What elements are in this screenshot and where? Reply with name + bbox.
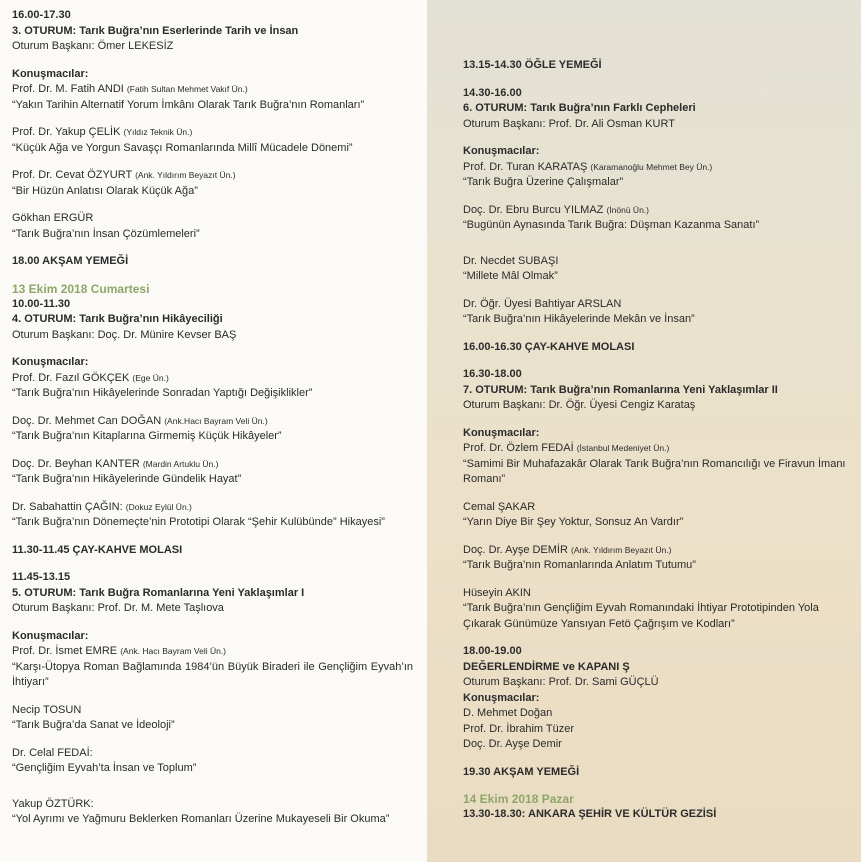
- speakers-label: Konuşmacılar:: [463, 145, 540, 157]
- break-label: 16.00-16.30 ÇAY-KAHVE MOLASI: [463, 340, 635, 353]
- session-title: 7. OTURUM: Tarık Buğra’nın Romanlarına Yeni Yaklaşımlar II: [463, 383, 778, 396]
- talk-title: “Bir Hüzün Anlatısı Olarak Küçük Ağa”: [12, 184, 198, 197]
- dinner-item: [463, 765, 851, 781]
- session-title: 3. OTURUM: Tarık Buğra’nın Eserlerinde Tarih ve İnsan: [12, 24, 299, 37]
- session-chair: Oturum Başkanı: Prof. Dr. Ali Osman KURT: [463, 117, 675, 130]
- talk-title: “Tarık Buğra’da Sanat ve İdeoloji”: [12, 719, 175, 731]
- speaker-name: Prof. Dr. Turan KARATAŞ (Karamanoğlu Mehmet Bey Ün.): [463, 160, 713, 173]
- speaker-group: [12, 67, 413, 114]
- speaker-group: [12, 629, 413, 691]
- speaker-name: Doç. Dr. Ayşe DEMİR (Ank. Yıldırım Beyazıt Ün.): [463, 543, 672, 556]
- speaker-name: Prof. Dr. İsmet EMRE (Ank. Hacı Bayram Veli Ün.): [12, 645, 227, 657]
- speaker-name: Doç. Dr. Beyhan KANTER (Mardin Artuklu Ün.): [12, 457, 219, 470]
- speaker-group: [12, 355, 413, 402]
- break-item: [12, 543, 413, 559]
- session-6: [463, 86, 851, 133]
- session-time: 16.30-18.00: [463, 368, 522, 380]
- session-time: 10.00-11.30: [12, 297, 71, 310]
- speakers-label: Konuşmacılar:: [463, 426, 540, 439]
- talk-title: “Yakın Tarihin Alternatif Yorum İmkânı Olarak Tarık Buğra’nın Romanları”: [12, 98, 365, 111]
- lunch-label: 13.15-14.30 ÖĞLE YEMEĞİ: [463, 59, 602, 71]
- program-left-column: [0, 0, 427, 862]
- session-title: 6. OTURUM: Tarık Buğra’nın Farklı Cepheleri: [463, 102, 696, 114]
- session-title: DEĞERLENDİRME ve KAPANI Ş: [463, 660, 630, 673]
- session-4: [12, 297, 413, 344]
- speaker-name: Prof. Dr. M. Fatih ANDI (Fatih Sultan Mehmet Vakıf Ün.): [12, 83, 248, 95]
- talk-title: “Tarık Buğra Üzerine Çalışmalar”: [463, 176, 624, 188]
- tour-item: 13.30-18.30: ANKARA ŞEHİR VE KÜLTÜR GEZİSİ: [463, 808, 717, 820]
- talk-title: “Samimi Bir Muhafazakâr Olarak Tarık Buğra’nın Romancılığı ve Firavun İmanı Romanı”: [463, 457, 846, 485]
- lunch-item: [463, 58, 851, 74]
- session-5: [12, 570, 413, 617]
- session-chair: Oturum Başkanı: Doç. Dr. Münire Kevser BAŞ: [12, 328, 237, 341]
- talk-title: “Küçük Ağa ve Yorgun Savaşçı Romanlarında Millî Mücadele Dönemi”: [12, 141, 353, 154]
- speaker-group: [463, 203, 851, 234]
- speaker-name: Prof. Dr. İbrahim Tüzer: [463, 722, 575, 735]
- speaker-name: D. Mehmet Doğan: [463, 707, 553, 719]
- speaker-group: [463, 297, 851, 328]
- day-heading: 14 Ekim 2018 Pazar: [463, 792, 574, 806]
- talk-title: “Gençliğim Eyvah’ta İnsan ve Toplum”: [12, 762, 197, 774]
- speaker-group: [463, 426, 851, 488]
- session-title: 5. OTURUM: Tarık Buğra Romanlarına Yeni Yaklaşımlar I: [12, 586, 305, 599]
- speaker-group: [463, 586, 851, 633]
- speaker-group: [12, 746, 413, 777]
- speaker-name: Prof. Dr. Fazıl GÖKÇEK (Ege Ün.): [12, 371, 169, 384]
- talk-title: “Tarık Buğra’nın Hikâyelerinde Sonradan Yaptığı Değişiklikler”: [12, 387, 313, 399]
- talk-title: “Bugünün Aynasında Tarık Buğra: Düşman Kazanma Sanatı”: [463, 219, 760, 231]
- speaker-name: Cemal ŞAKAR: [463, 500, 536, 513]
- session-chair: Oturum Başkanı: Ömer LEKESİZ: [12, 40, 174, 52]
- session-chair: Oturum Başkanı: Dr. Öğr. Üyesi Cengiz Karataş: [463, 399, 696, 411]
- speaker-group: [12, 457, 413, 488]
- speakers-label: Konuşmacılar:: [12, 356, 89, 368]
- speaker-name: Necip TOSUN: [12, 703, 82, 716]
- dinner-label: 19.30 AKŞAM YEMEĞİ: [463, 765, 580, 778]
- speaker-group: [12, 500, 413, 531]
- talk-title: “Tarık Buğra’nın Hikâyelerinde Gündelik Hayat”: [12, 473, 242, 485]
- speaker-name: Dr. Necdet SUBAŞI: [463, 254, 559, 267]
- talk-title: “Tarık Buğra’nın Gençliğim Eyvah Romanındaki İhtiyar Prototipinden Yola Çıkarak Günümüze Yansıyan Fetö Çağrışım ve Kodları”: [463, 602, 819, 630]
- talk-title: “Yol Ayrımı ve Yağmuru Beklerken Romanları Üzerine Mukayeseli Bir Okuma”: [12, 813, 390, 825]
- session-7: [463, 367, 851, 414]
- speaker-group: [12, 414, 413, 445]
- session-chair: Oturum Başkanı: Prof. Dr. Sami GÜÇLÜ: [463, 676, 659, 688]
- session-3: [12, 8, 413, 55]
- talk-title: “Yarın Diye Bir Şey Yoktur, Sonsuz An Vardır”: [463, 516, 684, 528]
- speaker-name: Dr. Sabahattin ÇAĞIN: (Dokuz Eylül Ün.): [12, 500, 192, 513]
- talk-title: “Tarık Buğra’nın İnsan Çözümlemeleri”: [12, 227, 200, 240]
- session-time: 16.00-17.30: [12, 9, 71, 21]
- speaker-name: Prof. Dr. Yakup ÇELİK (Yıldız Teknik Ün.): [12, 126, 193, 138]
- dinner-label: 18.00 AKŞAM YEMEĞİ: [12, 255, 129, 267]
- speaker-group: [12, 168, 413, 199]
- speaker-group: [463, 144, 851, 191]
- session-chair: Oturum Başkanı: Prof. Dr. M. Mete Taşlıova: [12, 602, 224, 614]
- speaker-name: Prof. Dr. Cevat ÖZYURT (Ank. Yıldırım Beyazıt Ün.): [12, 169, 236, 181]
- speaker-name: Gökhan ERGÜR: [12, 212, 94, 224]
- closing-session: [463, 644, 851, 753]
- speaker-group: [463, 543, 851, 574]
- speaker-name: Dr. Celal FEDAİ:: [12, 746, 93, 759]
- session-time: 11.45-13.15: [12, 571, 71, 583]
- speaker-group: [12, 797, 413, 828]
- talk-title: “Tarık Buğra’nın Dönemeçte’nin Prototipi Olarak “Şehir Kulübünde” Hikayesi”: [12, 516, 385, 528]
- speakers-label: Konuşmacılar:: [12, 67, 89, 80]
- talk-title: “Karşı-Ütopya Roman Bağlamında 1984’ün Büyük Biraderi ile Gençliğim Eyvah’ın İhtiyarı”: [12, 660, 413, 688]
- speakers-label: Konuşmacılar:: [12, 629, 89, 642]
- day-heading: 13 Ekim 2018 Cumartesi: [12, 281, 150, 296]
- talk-title: “Tarık Buğra’nın Romanlarında Anlatım Tutumu”: [463, 559, 696, 571]
- session-title: 4. OTURUM: Tarık Buğra’nın Hikâyeciliği: [12, 313, 223, 325]
- talk-title: “Tarık Buğra’nın Kitaplarına Girmemiş Küçük Hikâyeler”: [12, 430, 282, 442]
- session-time: 14.30-16.00: [463, 86, 522, 99]
- break-label: 11.30-11.45 ÇAY-KAHVE MOLASI: [12, 543, 183, 556]
- speaker-name: Doç. Dr. Ayşe Demir: [463, 738, 562, 750]
- program-right-column: [427, 0, 861, 862]
- break-item: [463, 340, 851, 356]
- talk-title: “Tarık Buğra’nın Hikâyelerinde Mekân ve İnsan”: [463, 313, 695, 325]
- speaker-group: [463, 500, 851, 531]
- speaker-name: Dr. Öğr. Üyesi Bahtiyar ARSLAN: [463, 297, 622, 310]
- speaker-name: Doç. Dr. Mehmet Can DOĞAN (Ank.Hacı Bayram Veli Ün.): [12, 414, 268, 427]
- speaker-group: [463, 254, 851, 285]
- speaker-name: Doç. Dr. Ebru Burcu YILMAZ (İnönü Ün.): [463, 203, 649, 216]
- speaker-name: Yakup ÖZTÜRK:: [12, 797, 94, 810]
- session-time: 18.00-19.00: [463, 645, 522, 657]
- speakers-label: Konuşmacılar:: [463, 691, 540, 704]
- speaker-group: [12, 211, 413, 242]
- speaker-name: Prof. Dr. Özlem FEDAİ (İstanbul Medeniyet Ün.): [463, 442, 670, 454]
- talk-title: “Millete Mâl Olmak”: [463, 270, 558, 282]
- speaker-group: [12, 703, 413, 734]
- speaker-group: [12, 125, 413, 156]
- dinner-item: [12, 254, 413, 270]
- speaker-name: Hüseyin AKIN: [463, 586, 531, 599]
